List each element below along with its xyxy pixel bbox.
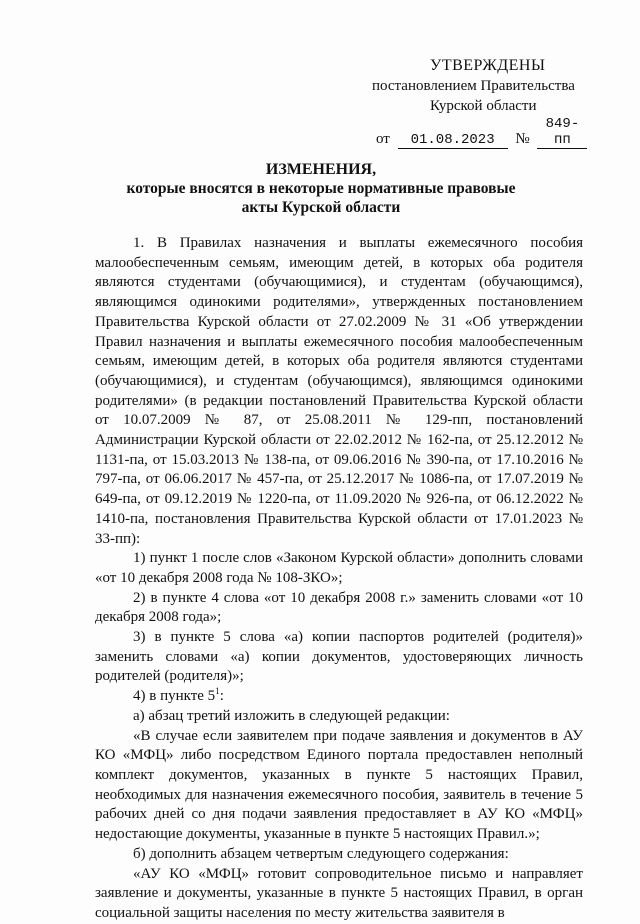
paragraph-quote-1: «В случае если заявителем при подаче заявления и документов в АУ КО «МФЦ» либо посредством Единого портала предоставлен неполный комплект документов, указанных в пункте 5 настоящих Правил, необходимых для назначения ежемесячного пособия, заявитель в течение 5 рабочих дней со дня подачи заявления предоставляет в АУ КО «МФЦ» недостающие документы, указанные в пункте 5 настоящих Правил.»; [95, 727, 583, 843]
document-body [95, 234, 583, 924]
approved-date-line [376, 116, 622, 149]
approval-date: 01.08.2023 [398, 132, 508, 149]
number-label: № [515, 131, 530, 147]
paragraph-subitem-a: а) абзац третий изложить в следующей редакции: [133, 707, 450, 724]
paragraph-1: 1. В Правилах назначения и выплаты ежемесячного пособия малообеспеченным семьям, имеющим детей, в которых оба родителя являются студентами (обучающимися), и студентам (обучающимся), являющимся одинокими родителями», утвержденных постановлением Правительства Курской области от 27.02.2009 № 31 «Об утверждении Правил назначения и выплаты ежемесячного пособия малообеспеченным семьям, имеющим детей, в которых оба родителя являются студентами (обучающимися), и студентам (обучающимся), являющимся одинокими родителями» (в редакции постановлений Правительства Курской области от 10.07.2009 № 87, от 25.08.2011 № 129-пп, постановлений Администрации Курской области от 22.02.2012 № 162-па, от 25.12.2012 № 1131-па, от 15.03.2013 № 138-па, от 09.06.2016 № 390-па, от 17.10.2016 № 797-па, от 06.06.2017 № 457-па, от 25.12.2017 № 1086-па, от 17.07.2019 № 649-па, от 09.12.2019 № 1220-па, от 11.09.2020 № 926-па, от 06.12.2022 № 1410-па, постановления Правительства Курской области от 17.01.2023 № 33-пп): [95, 235, 583, 547]
item-4-text: 4) в пункте 5 [133, 688, 216, 705]
paragraph-item-1: 1) пункт 1 после слов «Законом Курской области» дополнить словами «от 10 декабря 2008 года № 108-ЗКО»; [95, 550, 583, 586]
paragraph-item-2: 2) в пункте 4 слова «от 10 декабря 2008 г.» заменить словами «от 10 декабря 2008 года»; [95, 589, 583, 626]
approved-region: Курской области [430, 98, 537, 114]
approval-stamp [372, 56, 622, 149]
paragraph-subitem-b: б) дополнить абзацем четвертым следующего содержания: [133, 845, 509, 862]
item-4-superscript: 1 [215, 686, 220, 697]
approved-by: постановлением Правительства [372, 78, 575, 94]
item-4-colon: : [219, 688, 224, 705]
approved-heading: УТВЕРЖДЕНЫ [430, 57, 546, 74]
doc-title: ИЗМЕНЕНИЯ, [265, 161, 377, 178]
doc-subtitle-line1: которые вносятся в некоторые нормативные правовые [126, 180, 516, 197]
paragraph-item-3: 3) в пункте 5 слова «а) копии паспортов родителей (родителя)» заменить словами «а) копии документов, удостоверяющих личность родителей (родителя)»; [95, 629, 583, 685]
from-label: от [376, 131, 390, 147]
doc-subtitle-line2: акты Курской области [241, 199, 401, 216]
paragraph-quote-2: «АУ КО «МФЦ» готовит сопроводительное письмо и направляет заявление и документы, указанные в пункте 5 настоящих Правил, в орган социальной защиты населения по месту жительства заявителя в [95, 865, 583, 921]
approval-number: 849-пп [537, 116, 587, 149]
paragraph-item-4 [95, 687, 583, 707]
